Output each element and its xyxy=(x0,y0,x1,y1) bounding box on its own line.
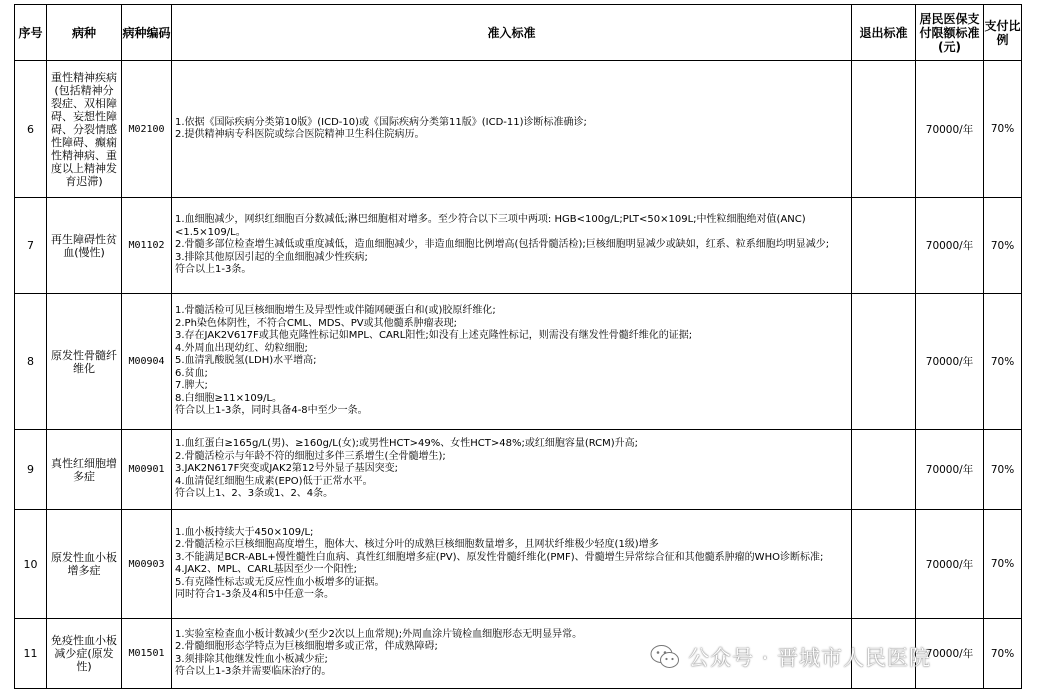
criteria-line: 4.外周血出现幼红、幼粒细胞; xyxy=(175,342,308,354)
criteria-line: 3.存在JAK2V617F或其他克隆性标记如MPL、CARL阳性;如没有上述克隆性标记，则需没有继发性骨髓纤维化的证据; xyxy=(175,330,693,342)
criteria-line: 1.血小板持续大于450×109/L; xyxy=(175,526,314,538)
disease-name: 原发性血小板增多症 xyxy=(47,510,122,619)
admission-criteria xyxy=(172,61,852,198)
criteria-line: 2.骨髓活检示与年龄不符的细胞过多伴三系增生(全骨髓增生); xyxy=(175,450,446,462)
payment-ratio: 70% xyxy=(984,510,1022,619)
disease-code: M01102 xyxy=(122,198,172,294)
disease-code: M01501 xyxy=(122,619,172,689)
payment-ratio: 70% xyxy=(984,619,1022,689)
wechat-icon xyxy=(650,644,680,670)
payment-limit: 70000/年 xyxy=(916,619,984,689)
criteria-line: 符合以上1-3条并需要临床治疗的。 xyxy=(175,666,332,677)
table-row xyxy=(15,510,1022,619)
criteria-line: 3.排除其他原因引起的全血细胞减少性疾病; xyxy=(175,251,368,263)
header-disease: 病种 xyxy=(47,5,122,61)
admission-criteria xyxy=(172,294,852,430)
admission-criteria xyxy=(172,198,852,294)
header-exit: 退出标准 xyxy=(852,5,916,61)
criteria-line: 3.须排除其他继发性血小板减少症; xyxy=(175,653,328,665)
payment-limit: 70000/年 xyxy=(916,294,984,430)
payment-ratio: 70% xyxy=(984,430,1022,510)
criteria-line: 4.血清促红细胞生成素(EPO)低于正常水平。 xyxy=(175,475,373,487)
criteria-line: 2.骨髓多部位检查增生减低或重度减低，造血细胞减少，非造血细胞比例增高(包括骨髓活检);巨核细胞明显减少或缺如，红系、粒系细胞均明显减少; xyxy=(175,239,830,251)
disease-code: M00904 xyxy=(122,294,172,430)
criteria-line: 7.脾大; xyxy=(175,380,208,392)
criteria-line: 4.JAK2、MPL、CARL基因至少一个阳性; xyxy=(175,564,358,575)
header-index: 序号 xyxy=(15,5,47,61)
criteria-line: 2.Ph染色体阴性，不符合CML、MDS、PV或其他髓系肿瘤表现; xyxy=(175,317,458,329)
table-row xyxy=(15,430,1022,510)
disease-code: M02100 xyxy=(122,61,172,198)
exit-criteria xyxy=(852,294,916,430)
table-body xyxy=(15,61,1022,689)
criteria-line: 3.不能满足BCR-ABL+慢性髓性白血病、真性红细胞增多症(PV)、原发性骨髓纤维化(PMF)、骨髓增生异常综合征和其他髓系肿瘤的WHO诊断标准; xyxy=(175,551,824,563)
header-criteria: 准入标准 xyxy=(172,5,852,61)
table-row xyxy=(15,61,1022,198)
header-row xyxy=(15,5,1022,61)
watermark-text: 公众号 · 晋城市人民医院 xyxy=(688,646,932,670)
criteria-line: 符合以上1、2、3条或1、2、4条。 xyxy=(175,488,334,500)
watermark xyxy=(650,641,931,673)
criteria-line: 5.有克隆性标志或无反应性血小板增多的证据。 xyxy=(175,576,385,588)
criteria-line: 符合以上1-3条，同时具备4-8中至少一条。 xyxy=(175,405,368,417)
header-code: 病种编码 xyxy=(122,5,172,61)
table-row xyxy=(15,294,1022,430)
criteria-line: 1.血细胞减少，网织红细胞百分数减低;淋巴细胞相对增多。至少符合以下三项中两项: HGB<100g/L;PLT<50×109L;中性粒细胞绝对值(ANC)<1.5×109/L。 xyxy=(175,214,806,238)
admission-criteria xyxy=(172,430,852,510)
exit-criteria xyxy=(852,430,916,510)
criteria-line: 同时符合1-3条及4和5中任意一条。 xyxy=(175,589,335,600)
header-ratio: 支付比例 xyxy=(984,5,1022,61)
disease-name: 免疫性血小板减少症(原发性) xyxy=(47,619,122,689)
criteria-line: 2.骨髓细胞形态学特点为巨核细胞增多或正常，伴成熟障碍; xyxy=(175,641,438,652)
admission-criteria xyxy=(172,510,852,619)
disease-code: M00903 xyxy=(122,510,172,619)
criteria-line: 2.骨髓活检示巨核细胞高度增生，胞体大、核过分叶的成熟巨核细胞数量增多，且网状纤维极少轻度(1级)增多 xyxy=(175,539,659,550)
row-index: 11 xyxy=(15,619,47,689)
header-limit: 居民医保支付限额标准(元) xyxy=(916,5,984,61)
row-index: 7 xyxy=(15,198,47,294)
criteria-line: 3.JAK2N617F突变或JAK2第12号外显子基因突变; xyxy=(175,463,399,475)
disease-name: 重性精神疾病(包括精神分裂症、双相障碍、妄想性障碍、分裂情感性障碍、癫痫性精神病、重度以上精神发育迟滞) xyxy=(47,61,122,198)
disease-name: 真性红细胞增多症 xyxy=(47,430,122,510)
criteria-line: 5.血清乳酸脱氢(LDH)水平增高; xyxy=(175,355,317,367)
row-index: 9 xyxy=(15,430,47,510)
payment-ratio: 70% xyxy=(984,61,1022,198)
payment-limit: 70000/年 xyxy=(916,198,984,294)
row-index: 6 xyxy=(15,61,47,198)
payment-ratio: 70% xyxy=(984,294,1022,430)
criteria-line: 8.白细胞≥11×109/L。 xyxy=(175,392,283,404)
exit-criteria xyxy=(852,61,916,198)
criteria-line: 1.骨髓活检可见巨核细胞增生及异型性或伴随网硬蛋白和(或)胶原纤维化; xyxy=(175,305,496,317)
exit-criteria xyxy=(852,198,916,294)
criteria-line: 6.贫血; xyxy=(175,367,208,379)
disease-table xyxy=(14,4,1022,689)
table-row xyxy=(15,198,1022,294)
exit-criteria xyxy=(852,510,916,619)
row-index: 8 xyxy=(15,294,47,430)
disease-name: 原发性骨髓纤维化 xyxy=(47,294,122,430)
payment-limit: 70000/年 xyxy=(916,430,984,510)
row-index: 10 xyxy=(15,510,47,619)
payment-limit: 70000/年 xyxy=(916,510,984,619)
criteria-line: 1.依据《国际疾病分类第10版》(ICD-10)或《国际疾病分类第11版》(ICD-11)诊断标准确诊; xyxy=(175,116,587,128)
disease-code: M00901 xyxy=(122,430,172,510)
payment-ratio: 70% xyxy=(984,198,1022,294)
criteria-line: 2.提供精神病专科医院或综合医院精神卫生科住院病历。 xyxy=(175,129,425,140)
criteria-line: 1.实验室检查血小板计数减少(至少2次以上血常规);外周血涂片镜检血细胞形态无明显异常。 xyxy=(175,628,583,640)
criteria-line: 符合以上1-3条。 xyxy=(175,264,252,276)
disease-name: 再生障碍性贫血(慢性) xyxy=(47,198,122,294)
payment-limit: 70000/年 xyxy=(916,61,984,198)
criteria-line: 1.血红蛋白≥165g/L(男)、≥160g/L(女);或男性HCT>49%、女性HCT>48%;或红细胞容量(RCM)升高; xyxy=(175,438,639,450)
